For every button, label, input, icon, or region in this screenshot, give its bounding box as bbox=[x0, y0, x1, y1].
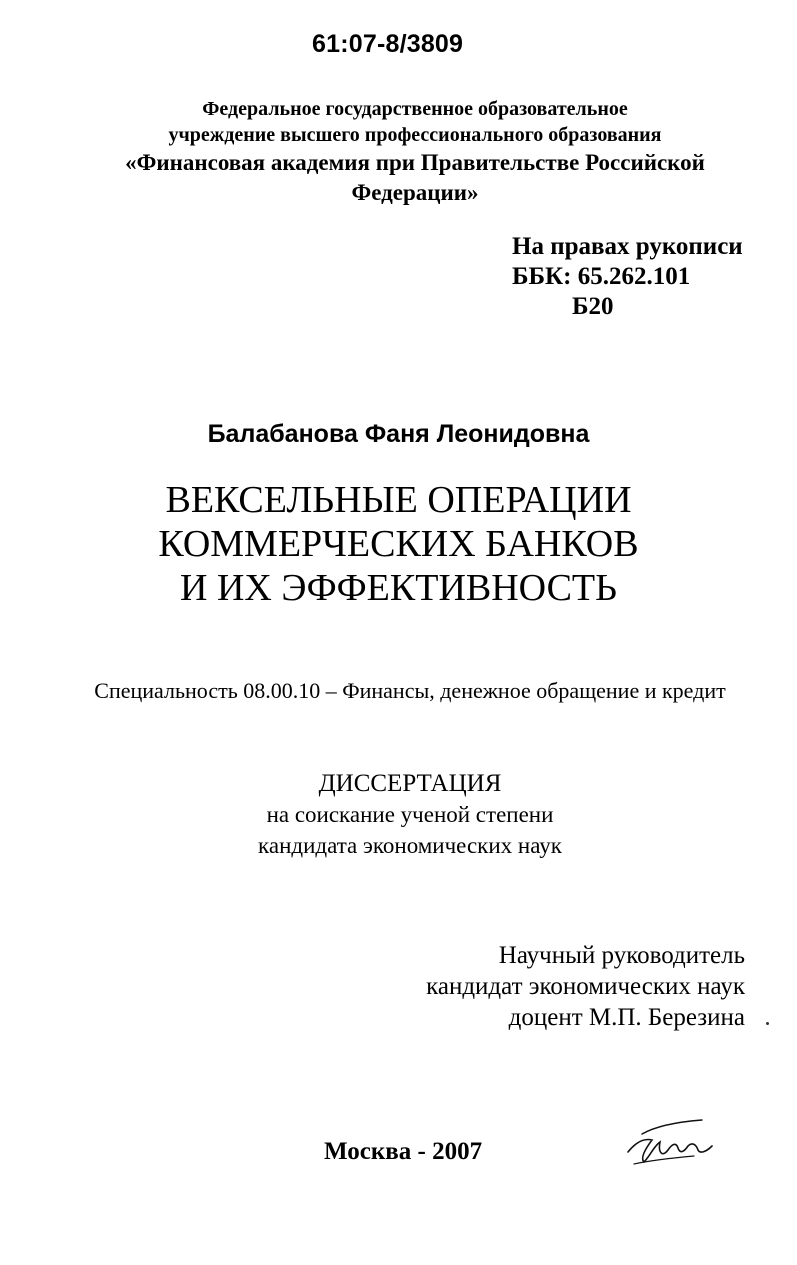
rights-block bbox=[512, 232, 743, 322]
dissertation-title bbox=[0, 478, 797, 610]
specialty-line: Специальность 08.00.10 – Финансы, денежное обращение и кредит bbox=[94, 678, 726, 703]
degree-block bbox=[0, 768, 797, 861]
degree-type: ДИССЕРТАЦИЯ bbox=[318, 770, 502, 797]
degree-line-3: кандидата экономических наук bbox=[258, 833, 562, 858]
author-name: Балабанова Фаня Леонидовна bbox=[207, 420, 590, 448]
institution-block bbox=[90, 96, 740, 208]
supervisor-role: Научный руководитель bbox=[498, 942, 745, 969]
institution-line-1: Федеральное государственное образовательное bbox=[202, 98, 628, 120]
title-line-1: ВЕКСЕЛЬНЫЕ ОПЕРАЦИИ bbox=[165, 479, 632, 521]
supervisor-degree: кандидат экономических наук bbox=[426, 973, 745, 1000]
bbk-code: ББК: 65.262.101 bbox=[512, 263, 691, 290]
scan-speck bbox=[766, 1022, 769, 1025]
institution-line-3: «Финансовая академия при Правительстве Российской bbox=[125, 150, 705, 175]
title-line-3: И ИХ ЭФФЕКТИВНОСТЬ bbox=[180, 567, 617, 609]
institution-line-2: учреждение высшего профессионального образования bbox=[168, 124, 662, 146]
supervisor-block bbox=[426, 940, 745, 1033]
degree-line-2: на соискание ученой степени bbox=[266, 802, 554, 827]
author-sign: Б20 bbox=[572, 293, 614, 320]
handwritten-signature bbox=[622, 1112, 718, 1172]
supervisor-name: доцент М.П. Березина bbox=[508, 1004, 745, 1031]
archive-code: 61:07-8/3809 bbox=[312, 30, 464, 58]
institution-line-4: Федерации» bbox=[351, 180, 479, 205]
title-line-2: КОММЕРЧЕСКИХ БАНКОВ bbox=[158, 523, 639, 565]
manuscript-rights: На правах рукописи bbox=[512, 233, 743, 260]
city-year: Москва - 2007 bbox=[324, 1138, 483, 1165]
